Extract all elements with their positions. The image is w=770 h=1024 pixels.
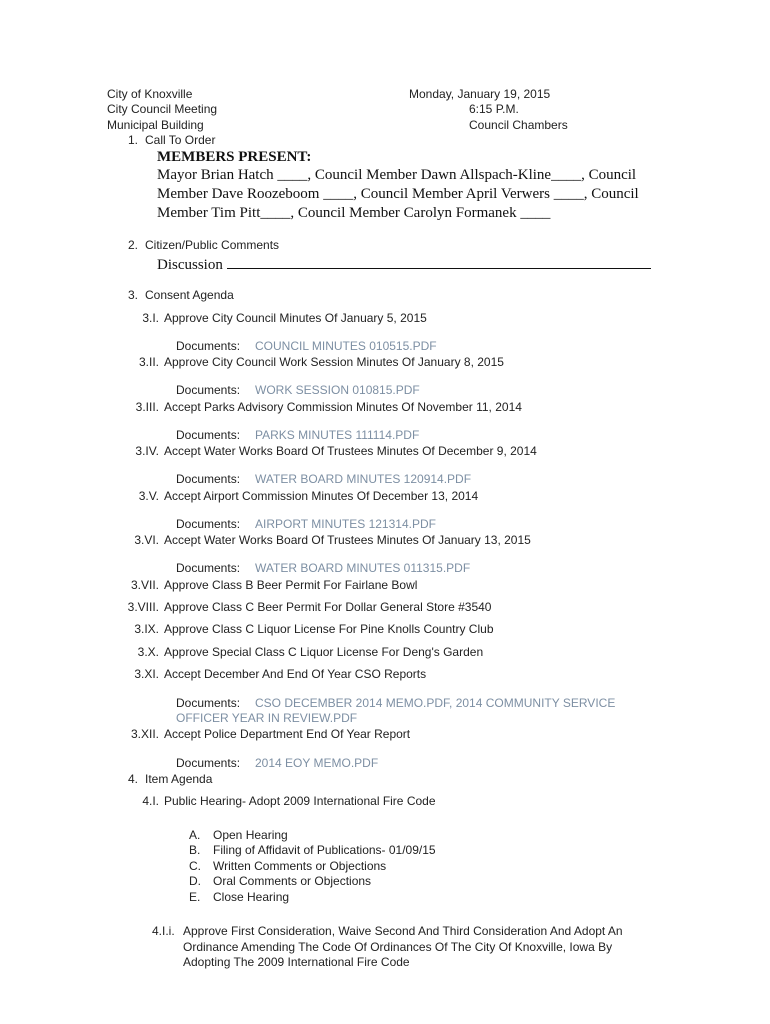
documents-label: Documents: <box>176 428 241 442</box>
sub-item-line: Approve First Consideration, Waive Second And Third Consideration And Adopt An <box>183 924 623 938</box>
header-time: 6:15 P.M. <box>469 102 519 116</box>
consent-item-text: Approve Class C Liquor License For Pine Knolls Country Club <box>164 622 494 636</box>
section-1-label: Call To Order <box>145 133 216 147</box>
section-2-number: 2. <box>128 238 139 252</box>
document-link[interactable]: WATER BOARD MINUTES 011315.PDF <box>255 561 471 575</box>
step-text: Written Comments or Objections <box>213 859 387 873</box>
step-text: Close Hearing <box>213 890 290 904</box>
consent-item-text: Accept Water Works Board Of Trustees Minutes Of January 13, 2015 <box>164 533 531 547</box>
consent-item-text: Accept Parks Advisory Commission Minutes Of November 11, 2014 <box>164 400 522 414</box>
documents-label: Documents: <box>176 383 241 397</box>
section-4-label: Item Agenda <box>145 772 213 786</box>
consent-item-number: 3.IX. <box>134 622 159 636</box>
consent-item-number: 3.V. <box>138 489 159 503</box>
consent-item-number: 3.IV. <box>135 444 159 458</box>
documents-label: Documents: <box>176 472 241 486</box>
consent-item-text: Approve City Council Work Session Minutes Of January 8, 2015 <box>164 355 504 369</box>
documents-label: Documents: <box>176 696 241 710</box>
header-date: Monday, January 19, 2015 <box>409 87 551 101</box>
consent-item-number: 3.XII. <box>130 727 159 741</box>
step-text: Filing of Affidavit of Publications- 01/09/15 <box>213 843 436 857</box>
header-city: City of Knoxville <box>107 87 193 101</box>
members-heading: MEMBERS PRESENT: <box>157 149 312 165</box>
discussion-label: Discussion <box>157 257 223 273</box>
consent-item-text: Accept Police Department End Of Year Report <box>164 727 411 741</box>
document-link[interactable]: WORK SESSION 010815.PDF <box>255 383 420 397</box>
consent-item-number: 3.II. <box>138 355 159 369</box>
discussion-blank <box>227 254 651 269</box>
consent-item-number: 3.III. <box>135 400 159 414</box>
sub-item-number: 4.I.i. <box>152 924 175 938</box>
header-meeting: City Council Meeting <box>107 102 218 116</box>
step-letter: E. <box>189 890 201 904</box>
document-link[interactable]: AIRPORT MINUTES 121314.PDF <box>255 517 436 531</box>
header-room: Council Chambers <box>469 118 568 132</box>
documents-label: Documents: <box>176 561 241 575</box>
documents-label: Documents: <box>176 339 241 353</box>
section-1-number: 1. <box>128 133 139 147</box>
document-link[interactable]: 2014 EOY MEMO.PDF <box>255 756 379 770</box>
members-line: Mayor Brian Hatch ____, Council Member Dawn Allspach-Kline____, Council <box>157 167 637 183</box>
agenda-item-text: Public Hearing- Adopt 2009 International Fire Code <box>164 794 436 808</box>
document-link[interactable]: COUNCIL MINUTES 010515.PDF <box>255 339 437 353</box>
consent-item-number: 3.X. <box>137 645 159 659</box>
consent-item-number: 3.VII. <box>130 578 159 592</box>
consent-item-text: Approve City Council Minutes Of January 5, 2015 <box>164 311 427 325</box>
consent-item-number: 3.VI. <box>134 533 159 547</box>
section-4-number: 4. <box>128 772 139 786</box>
consent-item-text: Approve Special Class C Liquor License For Deng's Garden <box>164 645 484 659</box>
step-text: Open Hearing <box>213 828 288 842</box>
members-line: Member Tim Pitt____, Council Member Carolyn Formanek ____ <box>157 205 551 221</box>
step-letter: D. <box>189 874 201 888</box>
consent-item-text: Approve Class B Beer Permit For Fairlane Bowl <box>164 578 418 592</box>
section-2-label: Citizen/Public Comments <box>145 238 280 252</box>
step-letter: B. <box>189 843 201 857</box>
document-link[interactable]: CSO DECEMBER 2014 MEMO.PDF, 2014 COMMUNITY SERVICE <box>255 696 616 710</box>
step-text: Oral Comments or Objections <box>213 874 372 888</box>
header-building: Municipal Building <box>107 118 204 132</box>
document-link[interactable]: WATER BOARD MINUTES 120914.PDF <box>255 472 472 486</box>
consent-item-number: 3.I. <box>142 311 159 325</box>
agenda-item-number: 4.I. <box>142 794 159 808</box>
discussion-line <box>157 254 651 274</box>
step-letter: A. <box>189 828 201 842</box>
consent-item-text: Accept December And End Of Year CSO Reports <box>164 667 427 681</box>
document-link-continued[interactable]: OFFICER YEAR IN REVIEW.PDF <box>176 711 358 725</box>
section-3-number: 3. <box>128 288 139 302</box>
document-link[interactable]: PARKS MINUTES 111114.PDF <box>255 428 420 442</box>
members-line: Member Dave Roozeboom ____, Council Member April Verwers ____, Council <box>157 186 639 202</box>
section-3-label: Consent Agenda <box>145 288 234 302</box>
documents-label: Documents: <box>176 756 241 770</box>
consent-item-number: 3.XI. <box>134 667 159 681</box>
documents-label: Documents: <box>176 517 241 531</box>
step-letter: C. <box>189 859 201 873</box>
consent-item-text: Approve Class C Beer Permit For Dollar General Store #3540 <box>164 600 492 614</box>
consent-item-text: Accept Airport Commission Minutes Of December 13, 2014 <box>164 489 479 503</box>
sub-item-line: Ordinance Amending The Code Of Ordinances Of The City Of Knoxville, Iowa By <box>183 940 613 954</box>
consent-item-text: Accept Water Works Board Of Trustees Minutes Of December 9, 2014 <box>164 444 537 458</box>
consent-item-number: 3.VIII. <box>127 600 159 614</box>
sub-item-line: Adopting The 2009 International Fire Code <box>183 955 410 969</box>
